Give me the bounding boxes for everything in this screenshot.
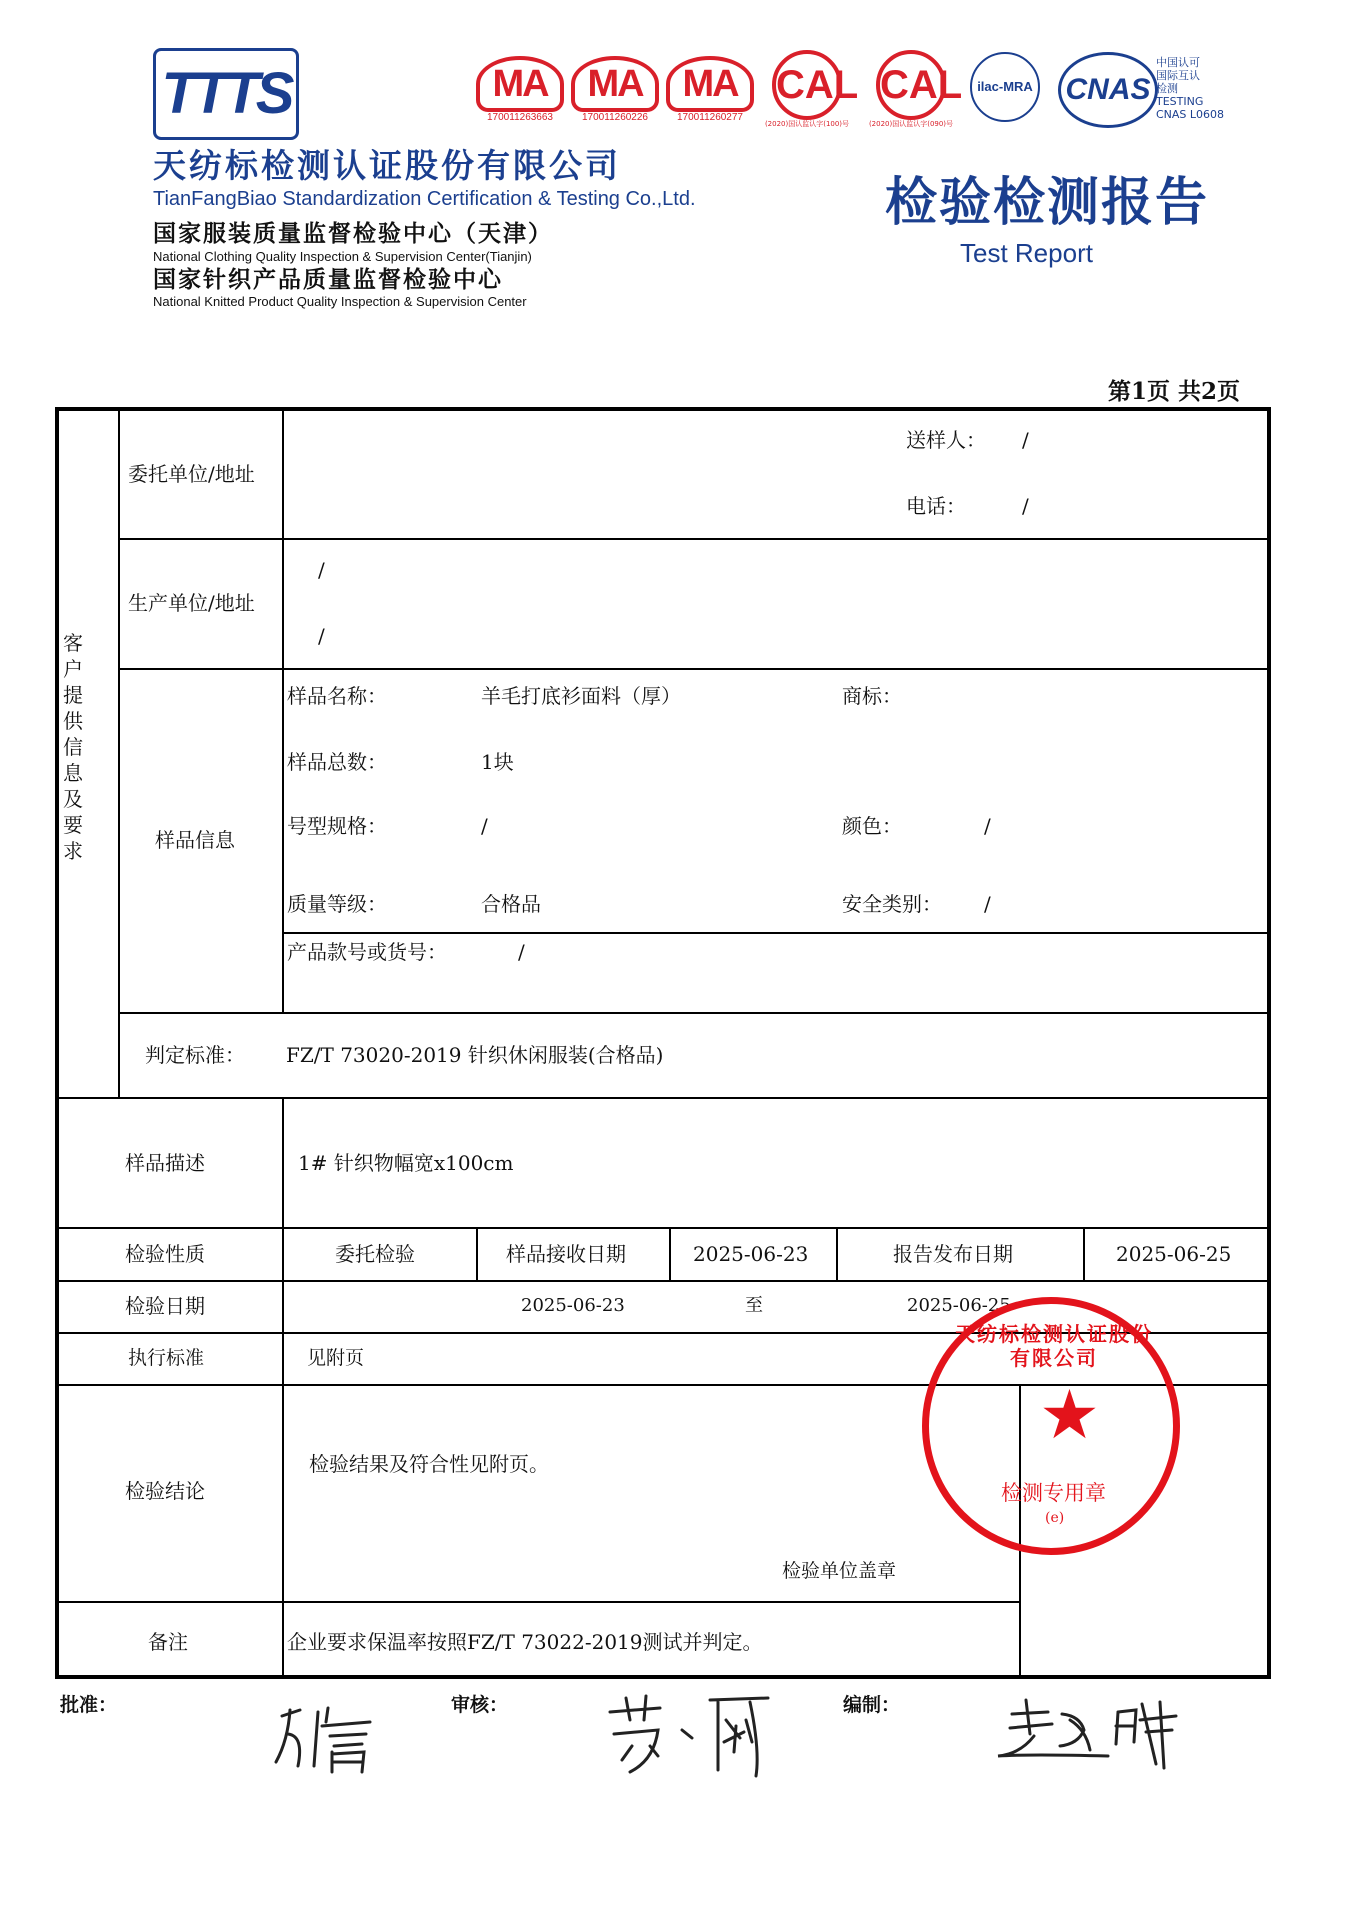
compile-label: 编制：	[843, 1695, 901, 1716]
grid-line	[57, 1227, 1269, 1229]
sample-count-value: 1块	[481, 750, 514, 774]
seal-caption: 检验单位盖章	[782, 1560, 897, 1582]
nature-value: 委托检验	[335, 1242, 415, 1266]
cma-mark-icon: MA	[666, 56, 754, 112]
ilac-mra-icon: ilac-MRA	[970, 52, 1040, 122]
grid-line	[836, 1227, 838, 1280]
cma-mark-icon: MA	[571, 56, 659, 112]
safety-label: 安全类别：	[842, 892, 942, 916]
grid-line	[57, 1601, 1019, 1603]
received-date-value: 2025-06-23	[693, 1242, 809, 1266]
remarks-value: 企业要求保温率按照FZ/T 73022-2019测试并判定。	[287, 1630, 763, 1654]
center2-name-en: National Knitted Product Quality Inspection & Supervision Center	[153, 294, 527, 309]
grade-value: 合格品	[481, 892, 541, 916]
client-info-section-label: 客 户 提 供 信 息 及 要 求	[63, 631, 83, 863]
page-indicator: 第1页 共2页	[1108, 378, 1241, 405]
test-date-to: 2025-06-25	[907, 1295, 1011, 1316]
cma-number: 170011260277	[677, 112, 743, 123]
issued-date-label: 报告发布日期	[893, 1242, 1013, 1266]
report-title-cn: 检验检测报告	[885, 173, 1210, 233]
color-label: 颜色：	[842, 814, 902, 838]
company-name-en: TianFangBiao Standardization Certification & Testing Co.,Ltd.	[153, 188, 696, 210]
sample-count-label: 样品总数：	[287, 750, 387, 774]
style-no-value: /	[518, 940, 525, 964]
judgement-label: 判定标准：	[145, 1043, 245, 1067]
stamp-usage-text: 检测专用章	[1001, 1481, 1106, 1505]
stamp-arc-text: 天纺标检测认证股份有限公司	[955, 1322, 1153, 1370]
grid-line	[118, 538, 1269, 540]
phone-value: /	[1022, 494, 1029, 518]
style-no-label: 产品款号或货号：	[287, 940, 447, 964]
review-label: 审核：	[451, 1695, 509, 1716]
sender-value: /	[1022, 428, 1029, 452]
judgement-value: FZ/T 73020-2019 针织休闲服装(合格品)	[286, 1043, 664, 1067]
received-date-label: 样品接收日期	[506, 1242, 626, 1266]
center1-name-en: National Clothing Quality Inspection & Supervision Center(Tianjin)	[153, 249, 532, 264]
sample-name-value: 羊毛打底衫面料（厚）	[481, 684, 681, 708]
test-date-from: 2025-06-23	[521, 1295, 625, 1316]
grid-line	[118, 668, 1269, 670]
cal-number: (2020)国认监认字(090)号	[868, 120, 954, 128]
cnas-side-text: 中国认可 国际互认 检测 TESTING CNAS L0608	[1156, 56, 1225, 121]
compiler-signature	[990, 1694, 1190, 1774]
brand-label: 商标：	[842, 684, 902, 708]
grid-line	[476, 1227, 478, 1280]
test-date-label: 检验日期	[125, 1294, 205, 1318]
grid-line	[118, 1012, 1269, 1014]
approver-signature	[270, 1696, 390, 1776]
description-value: 1# 针织物幅宽x100cm	[298, 1151, 514, 1175]
cal-mark-icon: CAL	[876, 50, 946, 120]
grid-line	[282, 932, 1269, 934]
company-logo: TTTS	[153, 48, 299, 140]
reviewer-signature	[600, 1690, 780, 1780]
grade-label: 质量等级：	[287, 892, 387, 916]
producer-line2: /	[318, 624, 325, 648]
cal-mark-icon: CAL	[772, 50, 842, 120]
cnas-logo-icon: CNAS	[1058, 52, 1158, 128]
conclusion-value: 检验结果及符合性见附页。	[309, 1452, 549, 1476]
conclusion-label: 检验结论	[125, 1479, 205, 1503]
cma-number: 170011263663	[487, 112, 553, 123]
stamp-code: (e)	[1045, 1510, 1065, 1526]
issued-date-value: 2025-06-25	[1116, 1242, 1232, 1266]
test-date-to-label: 至	[745, 1295, 763, 1316]
cma-number: 170011260226	[582, 112, 648, 123]
safety-value: /	[984, 892, 991, 916]
remarks-label: 备注	[148, 1630, 188, 1654]
report-title-en: Test Report	[960, 238, 1093, 268]
grid-line	[57, 1097, 1269, 1099]
company-name-cn: 天纺标检测认证股份有限公司	[153, 146, 621, 185]
approve-label: 批准：	[60, 1695, 118, 1716]
description-label: 样品描述	[125, 1151, 205, 1175]
star-icon: ★	[1039, 1376, 1100, 1455]
sample-name-label: 样品名称：	[287, 684, 387, 708]
color-value: /	[984, 814, 991, 838]
sample-info-label: 样品信息	[155, 828, 235, 852]
grid-line	[282, 409, 284, 1013]
spec-label: 号型规格：	[287, 814, 387, 838]
sender-label: 送样人：	[906, 428, 986, 452]
grid-line	[118, 409, 120, 1098]
producer-label: 生产单位/地址	[128, 591, 255, 615]
cma-mark-icon: MA	[476, 56, 564, 112]
client-label: 委托单位/地址	[128, 462, 255, 486]
grid-line	[1083, 1227, 1085, 1280]
center2-name-cn: 国家针织产品质量监督检验中心	[153, 267, 503, 293]
grid-line	[282, 1098, 284, 1677]
grid-line	[669, 1227, 671, 1280]
cal-number: (2020)国认监认字(100)号	[764, 120, 850, 128]
standard-label: 执行标准	[128, 1347, 205, 1369]
grid-line	[57, 1280, 1269, 1282]
spec-value: /	[481, 814, 488, 838]
phone-label: 电话：	[906, 494, 966, 518]
standard-value: 见附页	[307, 1347, 365, 1369]
producer-line1: /	[318, 558, 325, 582]
nature-label: 检验性质	[125, 1242, 205, 1266]
center1-name-cn: 国家服装质量监督检验中心（天津）	[153, 221, 553, 247]
company-seal-stamp	[922, 1297, 1180, 1555]
